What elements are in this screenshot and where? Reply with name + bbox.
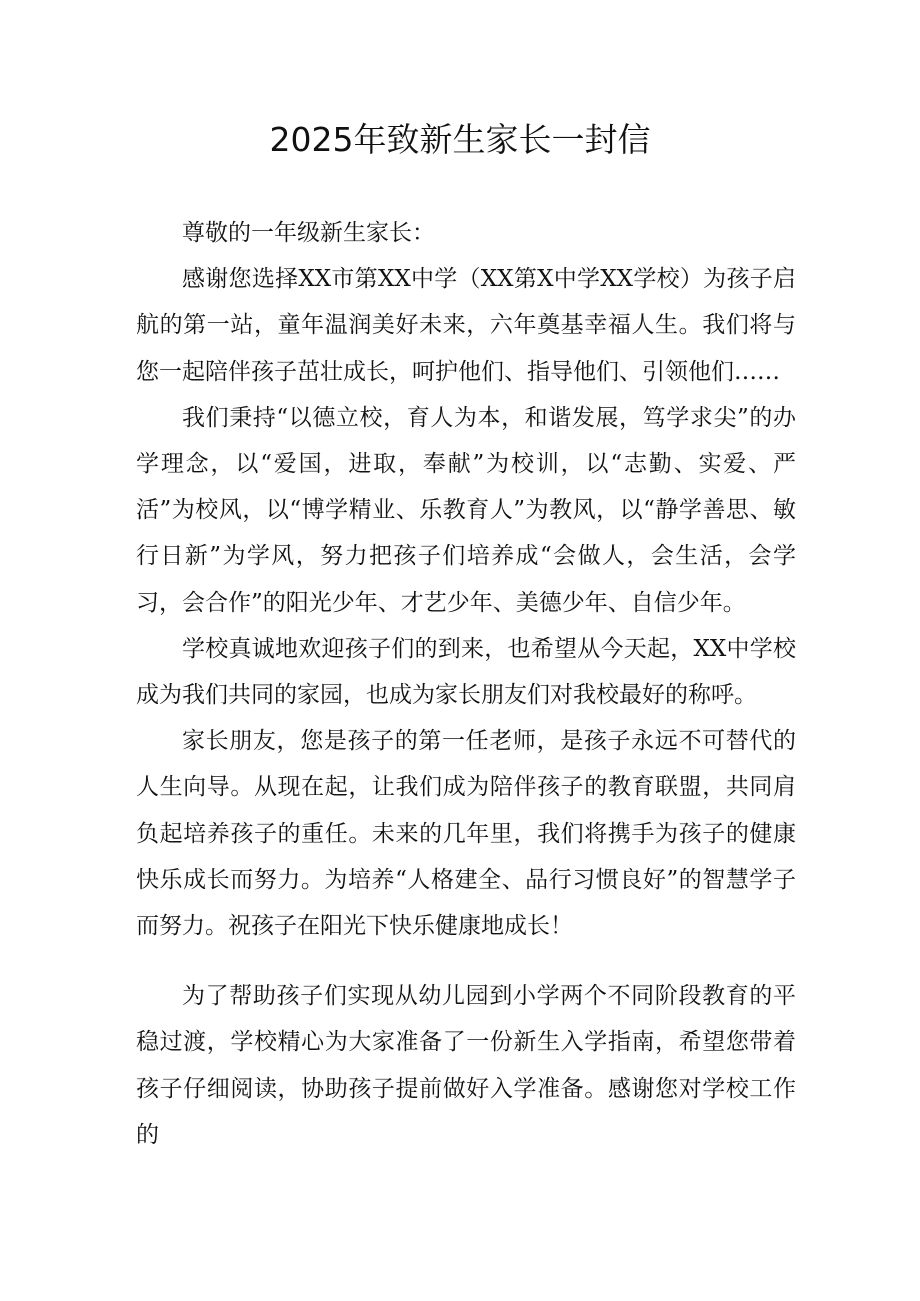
- document-title: 2025年致新生家长一封信: [269, 120, 651, 159]
- paragraph-guide: 为了帮助孩子们实现从幼儿园到小学两个不同阶段教育的平稳过渡，学校精心为大家准备了一份新生入学指南，希望您带着孩子仔细阅读，协助孩子提前做好入学准备。感谢您对学校工作的: [136, 983, 796, 1148]
- paragraph-philosophy: 我们秉持“以德立校，育人为本，和谐发展，笃学求尖”的办学理念，以“爱国，进取，奉献”为校训，以“志勤、实爱、严活”为校风，以“博学精业、乐教育人”为教风，以“静学善思、敏行日新”为学风，努力把孩子们培养成“会做人，会生活，会学习，会合作”的阳光少年、才艺少年、美德少年、自信少年。: [136, 404, 796, 616]
- paragraph-parents: 家长朋友，您是孩子的第一任老师，是孩子永远不可替代的人生向导。从现在起，让我们成为陪伴孩子的教育联盟，共同肩负起培养孩子的重任。未来的几年里，我们将携手为孩子的健康快乐成长而努力。为培养“人格建全、品行习惯良好”的智慧学子而努力。祝孩子在阳光下快乐健康地成长！: [136, 728, 796, 940]
- letter-body: [136, 210, 796, 1158]
- paragraph-welcome: 感谢您选择XX市第XX中学（XX第X中学XX学校）为孩子启航的第一站，童年温润美好未来，六年奠基幸福人生。我们将与您一起陪伴孩子茁壮成长，呵护他们、指导他们、引领他们……: [136, 266, 796, 385]
- paragraph-home: 学校真诚地欢迎孩子们的到来，也希望从今天起，XX中学校成为我们共同的家园，也成为家长朋友们对我校最好的称呼。: [136, 635, 796, 709]
- letter-greeting: 尊敬的一年级新生家长：: [182, 220, 435, 246]
